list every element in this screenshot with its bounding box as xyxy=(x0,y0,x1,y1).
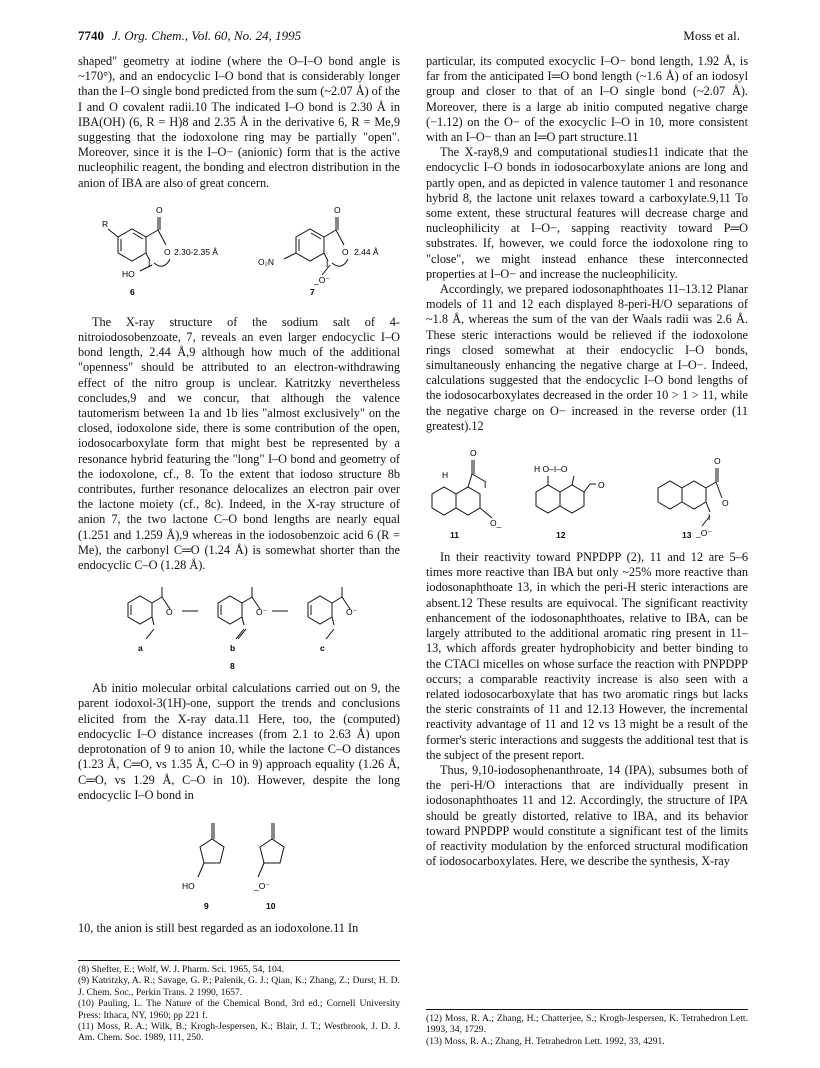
figure-structures-11-13 xyxy=(426,440,748,544)
footnote-10: (10) Pauling, L. The Nature of the Chemical Bond, 3rd ed.; Cornell University Press: Ithaca, NY, 1960; pp 221 f. xyxy=(78,998,400,1021)
compound-label-10: 10 xyxy=(266,900,276,911)
page-number: 7740 xyxy=(78,28,104,43)
structures-6-7-drawing xyxy=(78,197,400,309)
8a-ring-O: O xyxy=(166,607,173,618)
compound-label-9: 9 xyxy=(204,900,209,911)
left-column xyxy=(78,54,400,936)
carbonyl-O-11: O xyxy=(470,448,477,459)
resonance-label-c: c xyxy=(320,643,325,654)
iodine-6: I xyxy=(148,258,151,269)
compound-label-7: 7 xyxy=(310,286,315,297)
ring-O-6: O xyxy=(164,246,171,257)
journal-citation: J. Org. Chem., Vol. 60, No. 24, 1995 xyxy=(112,28,302,43)
anion-O-7: _O⁻ xyxy=(314,274,330,285)
right-column xyxy=(426,54,748,869)
right-paragraph-1: particular, its computed exocyclic I–O− bond length, 1.92 Å, is far from the anticipated I═O bond length (~1.6 Å) of an iodosyl group and closer to that of an I–O single bond (~2.07 Å). Moreover, there is a large ab initio computed negative charge (−1.12) on the O− of the exocyclic I–O in 10, more consistent with an I–O− than an I═O part structure.11 xyxy=(426,54,748,145)
iodine-7: I xyxy=(326,258,329,269)
carbonyl-O-13: O xyxy=(714,456,721,467)
right-paragraph-2: The X-ray8,9 and computational studies11 indicate that the endocyclic I–O bonds in iodosocarboxylate anions are long and partly open, and as depicted in valence tautomer 1 and resonance hybrid 8, the lactone unit relaxes toward a carboxylate.9,11 To some extent, these structural features will decrease charge and nucleophilicity at I–O−, sapping reactivity toward P═O substrates. If, however, we could force the iodoxolone ring to "close", we might instead enhance these interconnected properties at I–O− and increase the nucleophilicity. xyxy=(426,145,748,281)
distance-6: 2.30-2.35 Å xyxy=(174,246,218,257)
carbonyl-O-6: O xyxy=(156,204,163,215)
carbonyl-O-12: O xyxy=(598,480,605,491)
anion-O-13: _O⁻ xyxy=(696,528,712,539)
peri-label-12: H O–I–O xyxy=(534,464,568,475)
footnotes-left xyxy=(78,960,400,1044)
figure-structures-6-7 xyxy=(78,197,400,309)
footnote-9: (9) Katritzky, A. R.; Savage, G. P.; Palenik, G. J.; Qian, K.; Zhang, Z.; Durst, H. D. J. Chem. Soc., Perkin Trans. 2 1990, 1657. xyxy=(78,975,400,998)
right-paragraph-3: Accordingly, we prepared iodosonaphthoates 11–13.12 Planar models of 11 and 12 each displayed 8-peri-H/O separations of ~1.8 Å, whereas the sum of the van der Waals radii was 2.6 Å. These steric interactions would be relieved if the iodoxolone rings closed somewhat at their endocyclic I–O bonds, simultaneously enhancing the negative charge at I–O−. Indeed, calculations suggested that the endocyclic I–O bond lengths of the iodosocarboxylates decreased in the order 10 > 1 > 11, while the negative charge on O− increased in the reverse order (11 greatest).12 xyxy=(426,282,748,433)
compound-label-8: 8 xyxy=(230,661,235,672)
footnotes-right xyxy=(426,1009,748,1047)
label-R: R xyxy=(102,218,109,229)
anion-O-10: _O⁻ xyxy=(254,880,270,891)
figure-structures-9-10 xyxy=(78,809,400,915)
left-paragraph-3: Ab initio molecular orbital calculations carried out on 9, the parent iodoxol-3(1H)-one, support the trends and conclusions elicited from the X-ray data.11 Here, too, the (computed) endocyclic I–O distance increases (from 2.1 to 2.63 Å) upon deprotonation of 9 to anion 10, while the lactone C–O distances (1.23 Å, C═O, vs 1.35 Å, C–O in 9) approach equality (1.26 Å, C═O, vs 1.29 Å, C–O in 10). However, despite the long endocyclic I–O bond in xyxy=(78,681,400,802)
figure-resonance-8 xyxy=(78,579,400,675)
resonance-label-a: a xyxy=(138,643,143,654)
footnote-13: (13) Moss, R. A.; Zhang, H. Tetrahedron Lett. 1992, 33, 4291. xyxy=(426,1035,665,1047)
resonance-8-drawing xyxy=(78,579,400,675)
label-O2N: O₂N xyxy=(258,256,275,267)
label-HO: HO xyxy=(122,268,135,279)
ring-O-7: O xyxy=(342,246,349,257)
8b-ring-O: O⁻ xyxy=(256,607,268,618)
footnote-8: (8) Shefter, E.; Wolf, W. J. Pharm. Sci. 1965, 54, 104. xyxy=(78,964,284,975)
anion-O-11: O_ xyxy=(490,518,502,529)
label-HO-9: HO xyxy=(182,880,195,891)
structures-11-13-drawing xyxy=(426,440,748,544)
compound-label-12: 12 xyxy=(556,530,566,541)
ring-O-13: O xyxy=(722,498,729,509)
right-paragraph-5: Thus, 9,10-iodosophenanthroate, 14 (IPA), subsumes both of the peri-H/O interactions that are individually present in iodosonaphthoates 11 and 12. Accordingly, the structure of IPA should be greatly distorted, relative to IBA, and its behavior toward PNPDPP would constitute a significant test of the limits of reactivity modulation by the enforced structural modification of iodosocarboxylates. Here, we describe the synthesis, X-ray xyxy=(426,762,748,869)
iodine-13: I xyxy=(708,512,711,523)
compound-label-13: 13 xyxy=(682,530,692,541)
carbonyl-O-7: O xyxy=(334,204,341,215)
header-authors: Moss et al. xyxy=(683,28,740,43)
left-paragraph-2: The X-ray structure of the sodium salt of 4-nitroiodosobenzoate, 7, reveals an even larger endocyclic I–O bond length, 2.44 Å,9 although how much of the additional "openness" should be attributed to an electron-withdrawing effect of the nitro group is unclear. Katritzky nevertheless concludes,9 and we concur, that although the valence tautomerism between 1a and 1b lies "almost exclusively" on the closed, iodoxolone side, there is some contribution of the open, iodosocarboxylate form that might best be represented by a resonance hybrid featuring the "long" I–O bond and geometry of the iodoxolone, cf., 8. To the extent that iodoso structure 8b contributes, further resonance delocalizes an electron pair over the lactone moiety (cf., 8c). Indeed, in the X-ray structure of anion 7, the two lactone C–O bond lengths are nearly equal (1.251 and 1.259 Å),9 whereas in the iodosobenzoic acid 6 (R = Me), the carbonyl C═O (1.24 Å) is somewhat shorter than the endocyclic C–O (1.28 Å). xyxy=(78,314,400,573)
iodine-11: I xyxy=(484,480,487,491)
peri-H-11: H xyxy=(442,470,449,481)
left-paragraph-1: shaped" geometry at iodine (where the O–I–O bond angle is ~170°), and an endocyclic I–O bond that is considerably longer than the I–O single bond predicted from the sum (~2.07 Å) of the I and O covalent radii.10 The indicated I–O bond is 2.30 Å in IBA(OH) (6, R = H)8 and 2.35 Å in the derivative 6, R = Me,9 suggesting that the iodoxolone ring may be partially "open". Moreover, since it is the I–O− (anionic) form that is the active nucleophilic reagent, the bonding and electron distribution in the anion of IBA are also of great concern. xyxy=(78,54,400,190)
running-header xyxy=(78,28,740,48)
right-paragraph-4: In their reactivity toward PNPDPP (2), 11 and 12 are 5–6 times more reactive than IBA but only ~25% more reactive than iodosonaphthoate 13, in which the peri-H steric interactions are absent.12 These results are equivocal. The significant reactivity enhancement of the iodosonaphthoates, relative to IBA, can be largely attributed to the additional aromatic ring present in 11–13, which affords greater hydrophobicity and better binding to the CTACl micelles on whose surface the reaction with PNPDPP occurs; a comparable reactivity increase is also seen with a related iodosocarboxylate that has two aromatic rings but lacks the steric constraints of 11 and 12.13 However, the incremental reactivity advantage of 11 and 12 vs 13 might be a result of the former's steric interactions and suggests the additional test that is the subject of the present report. xyxy=(426,550,748,762)
left-paragraph-4: 10, the anion is still best regarded as an iodoxolone.11 In xyxy=(78,920,359,935)
footnote-12: (12) Moss, R. A.; Zhang, H.; Chatterjee, S.; Krogh-Jespersen, K. Tetrahedron Lett. 1993, 34, 1729. xyxy=(426,1013,748,1036)
compound-label-11: 11 xyxy=(450,530,459,541)
8c-ring-O: O⁻ xyxy=(346,607,358,618)
resonance-label-b: b xyxy=(230,643,236,654)
distance-7: 2.44 Å xyxy=(354,246,379,257)
header-left xyxy=(78,28,301,48)
structures-9-10-drawing xyxy=(78,809,400,915)
compound-label-6: 6 xyxy=(130,286,135,297)
footnote-11: (11) Moss, R. A.; Wilk, B.; Krogh-Jespersen, K.; Blair, J. T.; Westbrook, J. D. J. Am. Chem. Soc. 1989, 111, 250. xyxy=(78,1021,400,1044)
